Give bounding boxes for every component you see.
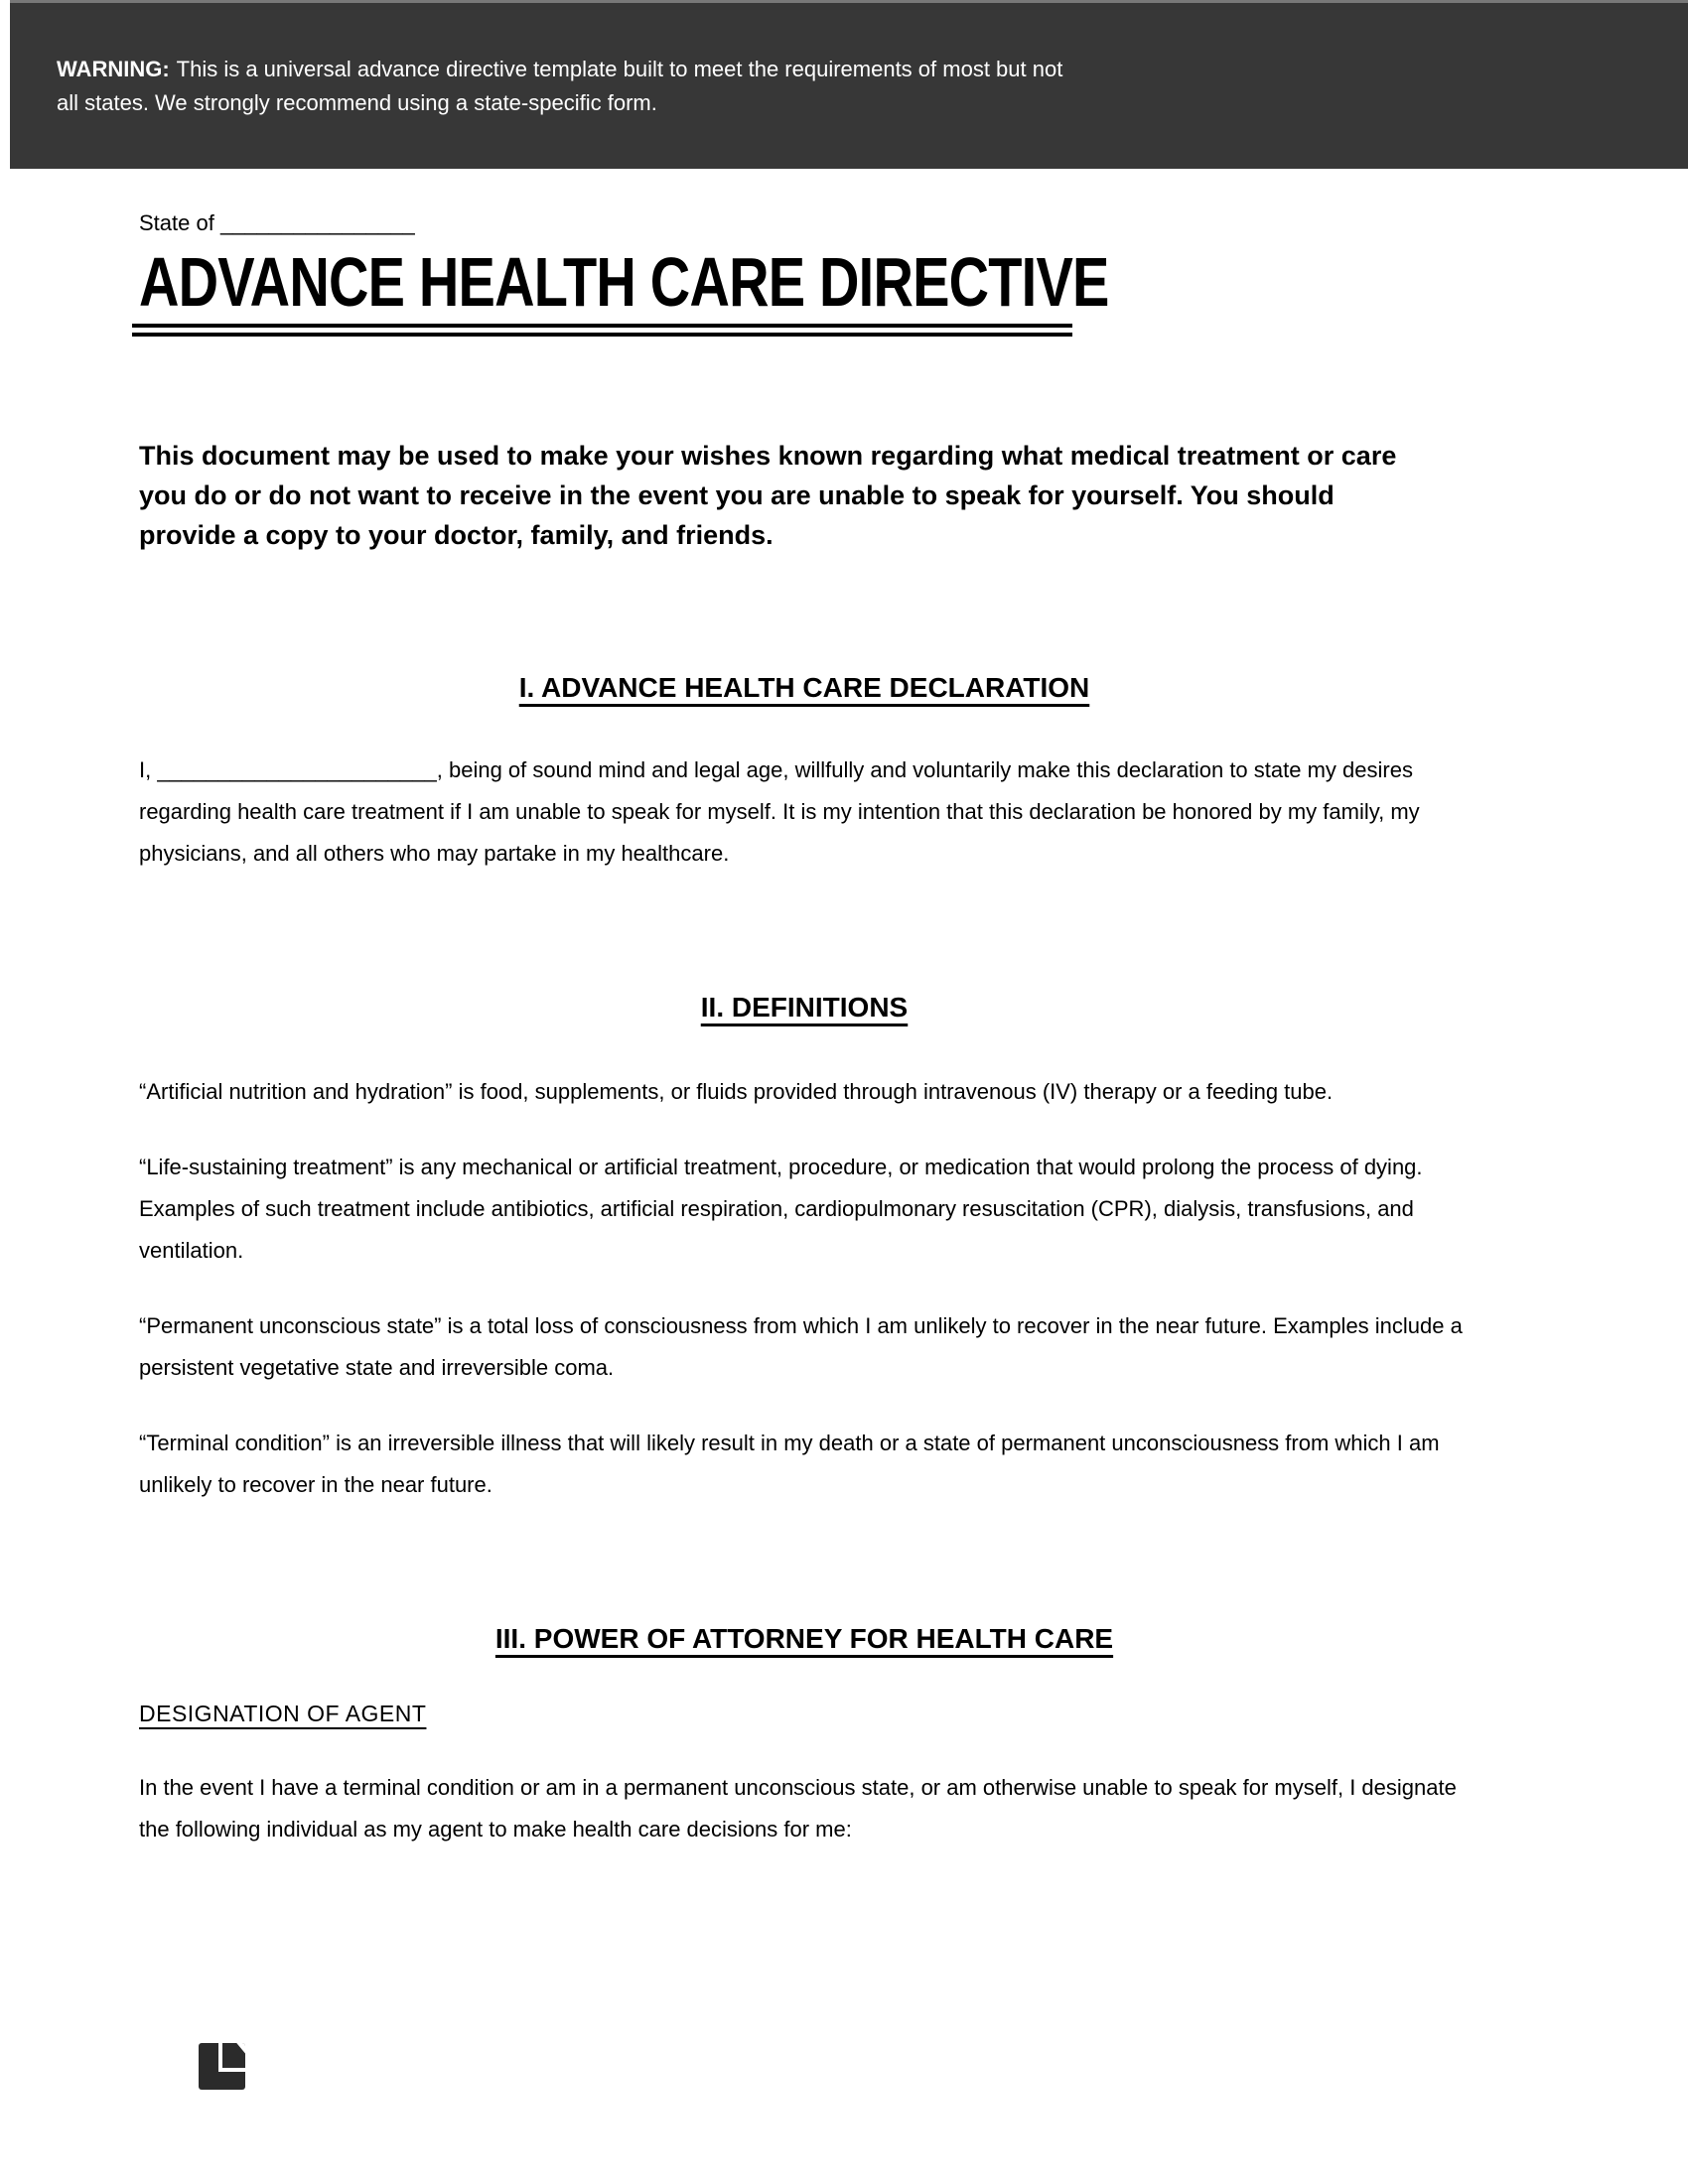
power-of-attorney-paragraph: In the event I have a terminal condition or am in a permanent unconscious state, or am otherwise unable to speak for myself, I designate the following individual as my agent to make health care decisions for me: bbox=[139, 1775, 1457, 1842]
document-body bbox=[139, 169, 1470, 1850]
section-heading-power-of-attorney: III. POWER OF ATTORNEY FOR HEALTH CARE bbox=[494, 1623, 1114, 1654]
warning-line-1: This is a universal advance directive template built to meet the requirements of most but not bbox=[176, 57, 1063, 81]
title-wrap bbox=[139, 238, 1470, 320]
warning-banner bbox=[10, 0, 1688, 169]
warning-line-2: all states. We strongly recommend using a state-specific form. bbox=[57, 90, 657, 115]
warning-text bbox=[10, 3, 1238, 120]
document-title: ADVANCE HEALTH CARE DIRECTIVE bbox=[139, 243, 1109, 321]
definition-life-sustaining-treatment: “Life-sustaining treatment” is any mechanical or artificial treatment, procedure, or medication that would prolong the process of dying. Examples of such treatment include antibiotics, artificial respiration, cardiopulmonary resuscitation (CPR), dialysis, transfusions, and ventilation. bbox=[139, 1155, 1423, 1263]
title-double-rule bbox=[132, 324, 1072, 337]
legal-templates-logo-icon bbox=[199, 2043, 245, 2090]
section-heading-declaration: I. ADVANCE HEALTH CARE DECLARATION bbox=[518, 672, 1090, 703]
definition-terminal-condition: “Terminal condition” is an irreversible illness that will likely result in my death or a state of permanent unconsciousness from which I am unlikely to recover in the near future. bbox=[139, 1431, 1440, 1497]
declaration-paragraph: I, _______________________, being of sound mind and legal age, willfully and voluntarily make this declaration to state my desires regarding health care treatment if I am unable to speak for myself. It is my intention that this declaration be honored by my family, my physicians, and all others who may partake in my healthcare. bbox=[139, 757, 1420, 866]
definition-permanent-unconscious-state: “Permanent unconscious state” is a total loss of consciousness from which I am unlikely to recover in the near future. Examples include a persistent vegetative state and irreversible coma. bbox=[139, 1313, 1463, 1380]
definition-artificial-nutrition: “Artificial nutrition and hydration” is food, supplements, or fluids provided through intravenous (IV) therapy or a feeding tube. bbox=[139, 1079, 1334, 1104]
designation-of-agent-subheading: DESIGNATION OF AGENT bbox=[139, 1701, 427, 1726]
intro-paragraph: This document may be used to make your wishes known regarding what medical treatment or care you do or do not want to receive in the event you are unable to speak for yourself. You should provide a copy to your doctor, family, and friends. bbox=[139, 441, 1397, 550]
state-of-line: State of ________________ bbox=[139, 210, 415, 235]
warning-label: WARNING: bbox=[57, 57, 170, 81]
section-heading-definitions: II. DEFINITIONS bbox=[700, 992, 909, 1023]
